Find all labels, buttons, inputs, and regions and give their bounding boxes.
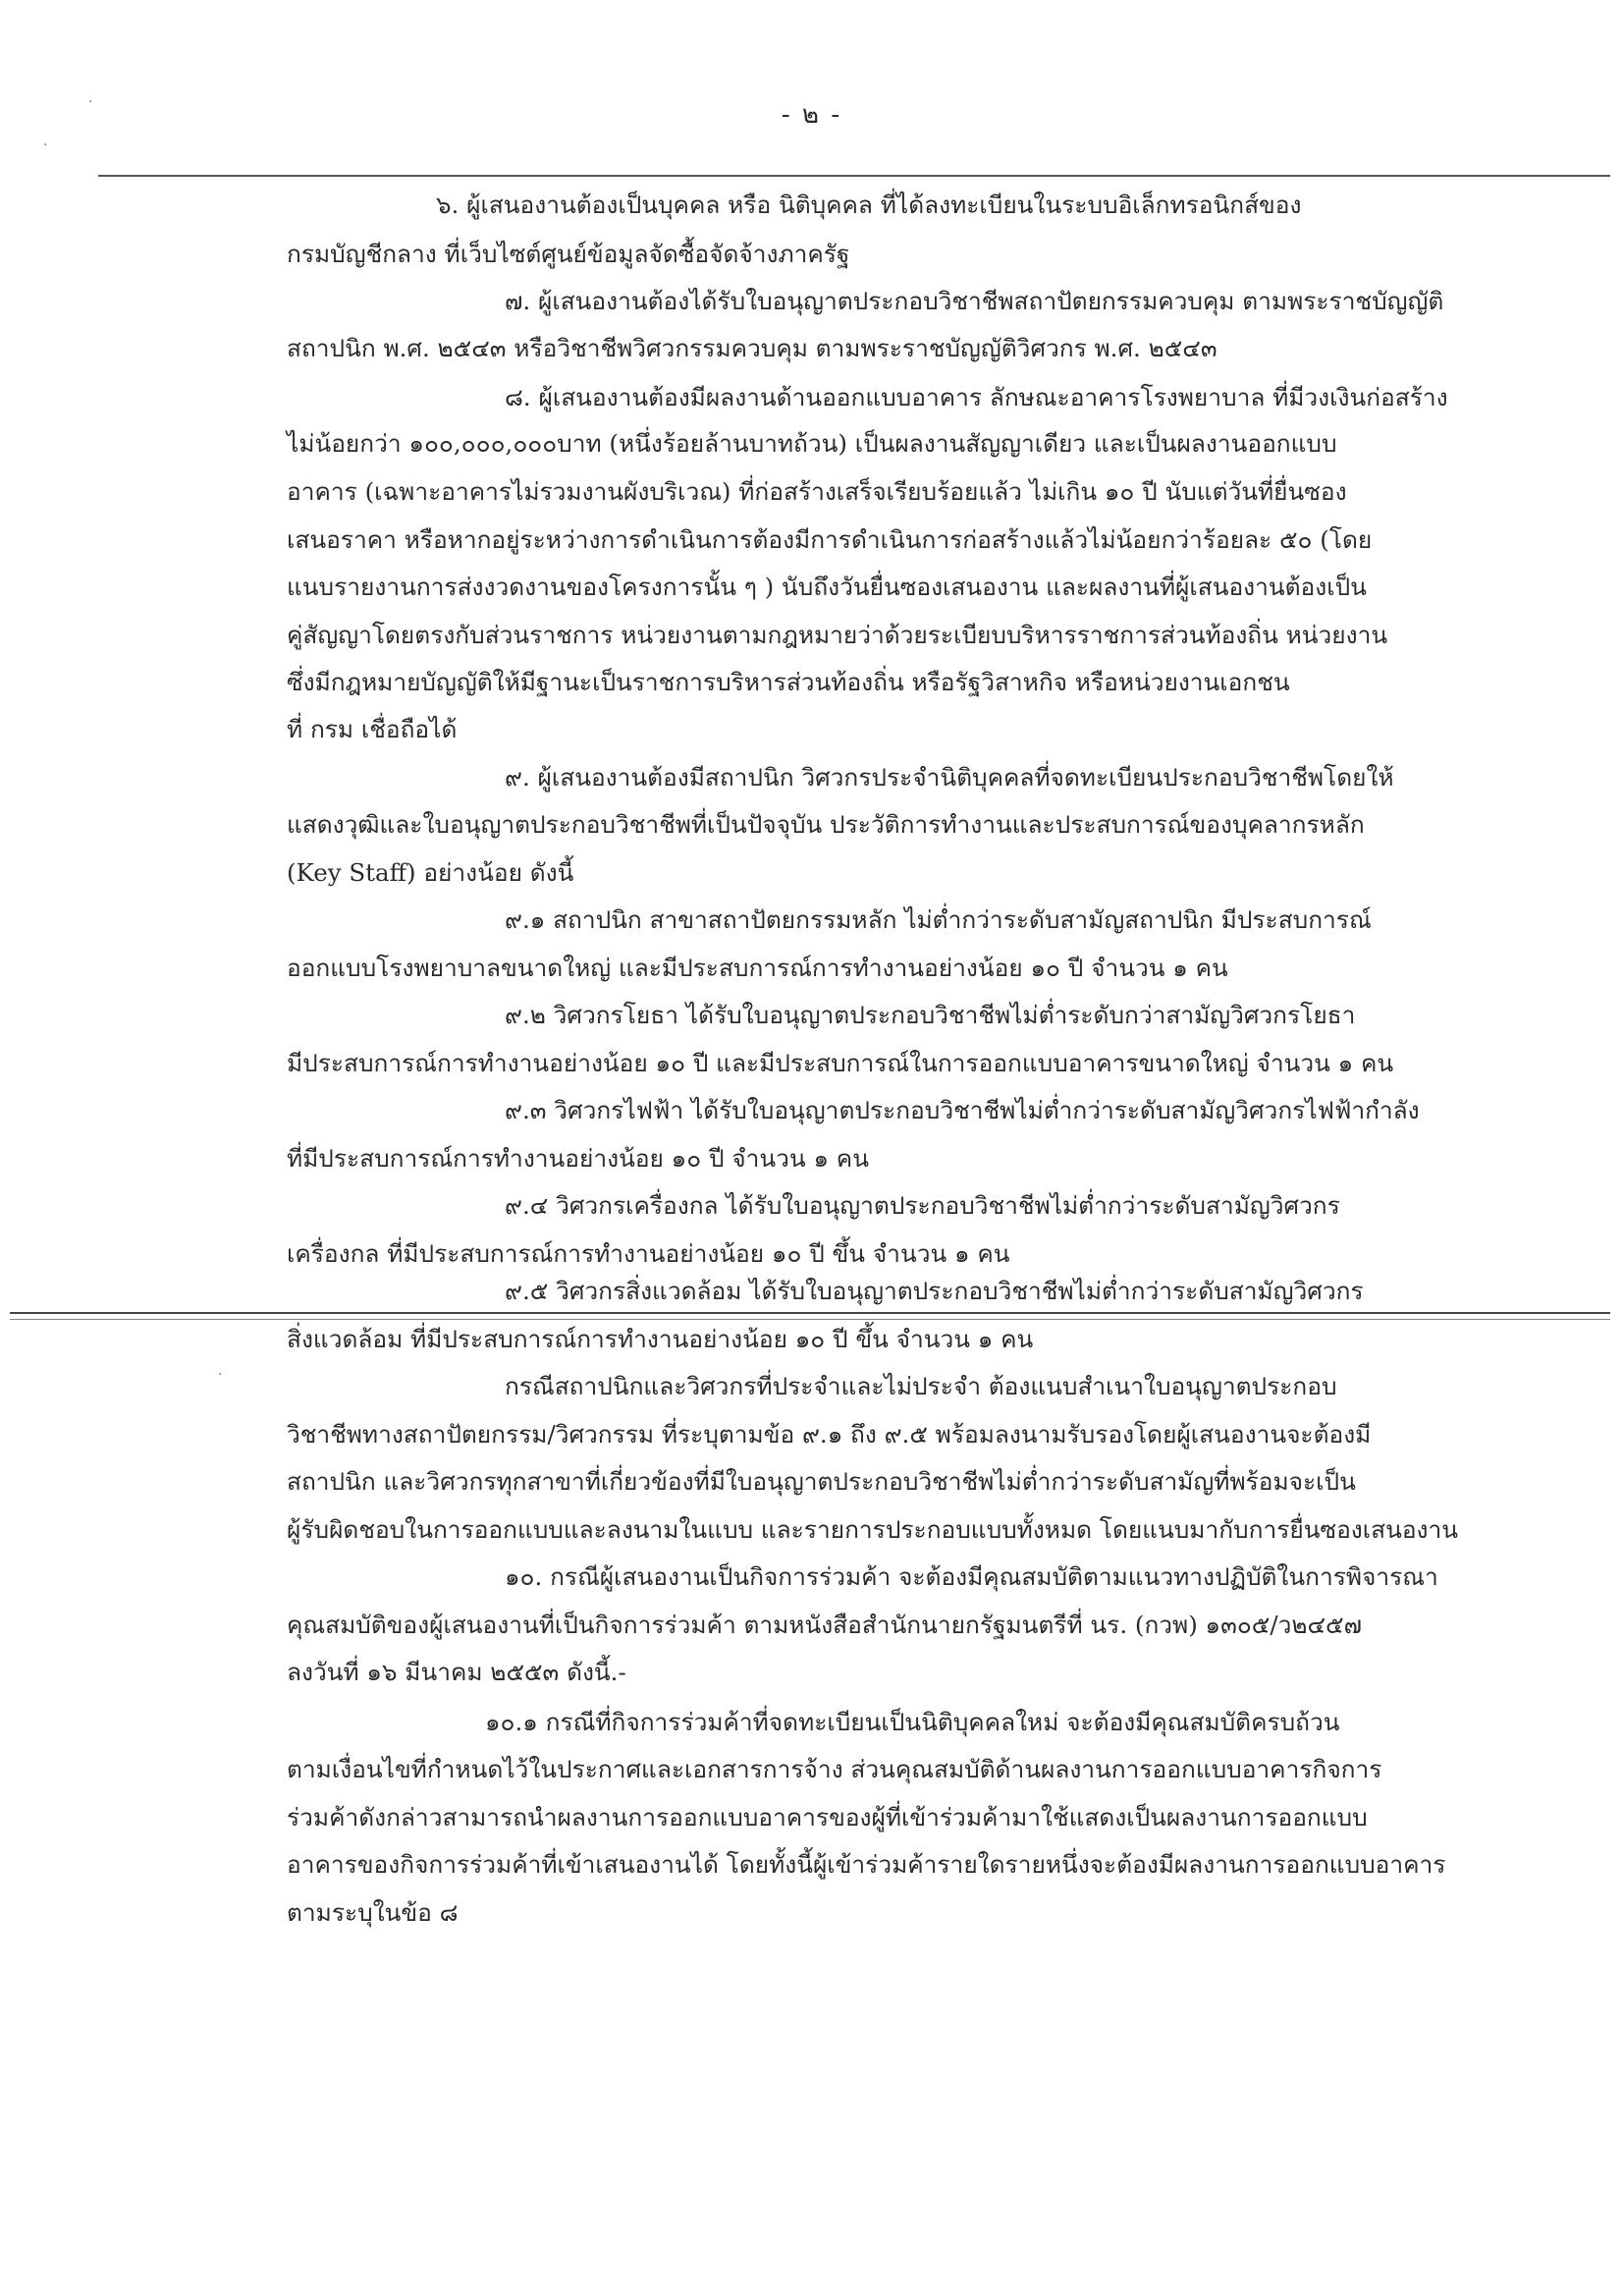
text-line: ผู้รับผิดชอบในการออกแบบและลงนามในแบบ และรายการประกอบแบบทั้งหมด โดยแนบมากับการยื่นซองเสนองาน xyxy=(287,1515,1459,1544)
text-line: ซึ่งมีกฎหมายบัญญัติให้มีฐานะเป็นราชการบริหารส่วนท้องถิ่น หรือรัฐวิสาหกิจ หรือหน่วยงานเอกชน xyxy=(287,668,1290,696)
text-line: ร่วมค้าดังกล่าวสามารถนำผลงานการออกแบบอาคารของผู้ที่เข้าร่วมค้ามาใช้แสดงเป็นผลงานการออกแบบ xyxy=(287,1803,1368,1831)
scan-speck: · xyxy=(43,137,48,153)
text-line: กรณีสถาปนิกและวิศวกรที่ประจำและไม่ประจำ ต้องแนบสำเนาใบอนุญาตประกอบ xyxy=(505,1372,1337,1400)
scan-speck: · xyxy=(88,94,93,110)
text-line: ลงวันที่ ๑๖ มีนาคม ๒๕๕๓ ดังนี้.- xyxy=(287,1658,626,1686)
text-line: สถาปนิก และวิศวกรทุกสาขาที่เกี่ยวข้องที่มีใบอนุญาตประกอบวิชาชีพไม่ต่ำกว่าระดับสามัญที่พร้อมจะเป็น xyxy=(287,1467,1356,1496)
text-line: ที่มีประสบการณ์การทำงานอย่างน้อย ๑๐ ปี จำนวน ๑ คน xyxy=(287,1144,869,1173)
text-line: ไม่น้อยกว่า ๑๐๐,๐๐๐,๐๐๐บาท (หนึ่งร้อยล้านบาทถ้วน) เป็นผลงานสัญญาเดียว และเป็นผลงานออกแบบ xyxy=(287,429,1337,458)
scan-fold-line-shadow xyxy=(10,1319,1610,1320)
page-number: - ๒ - xyxy=(781,100,842,130)
text-line: ๙.๕ วิศวกรสิ่งแวดล้อม ได้รับใบอนุญาตประกอบวิชาชีพไม่ต่ำกว่าระดับสามัญวิศวกร xyxy=(505,1277,1364,1305)
text-line: ที่ กรม เชื่อถือได้ xyxy=(287,715,458,743)
scan-fold-line xyxy=(10,1312,1610,1314)
scan-speck: · xyxy=(218,1367,223,1383)
text-line: ๖. ผู้เสนองานต้องเป็นบุคคล หรือ นิติบุคคล ที่ได้ลงทะเบียนในระบบอิเล็กทรอนิกส์ของ xyxy=(436,191,1302,219)
text-line: คุณสมบัติของผู้เสนองานที่เป็นกิจการร่วมค้า ตามหนังสือสำนักนายกรัฐมนตรีที่ นร. (กวพ) ๑๓๐๕/ว๒๔๕๗ xyxy=(287,1611,1362,1639)
text-line: แสดงวุฒิและใบอนุญาตประกอบวิชาชีพที่เป็นปัจจุบัน ประวัติการทำงานและประสบการณ์ของบุคลากรหลัก xyxy=(287,810,1365,839)
text-line: ๙.๒ วิศวกรโยธา ได้รับใบอนุญาตประกอบวิชาชีพไม่ต่ำระดับกว่าสามัญวิศวกรโยธา xyxy=(505,1001,1356,1029)
text-line: ๙.๔ วิศวกรเครื่องกล ได้รับใบอนุญาตประกอบวิชาชีพไม่ต่ำกว่าระดับสามัญวิศวกร xyxy=(505,1191,1340,1220)
text-line: ๗. ผู้เสนองานต้องได้รับใบอนุญาตประกอบวิชาชีพสถาปัตยกรรมควบคุม ตามพระราชบัญญัติ xyxy=(505,287,1444,315)
text-line: (Key Staff) อย่างน้อย ดังนี้ xyxy=(287,858,574,887)
text-line: อาคาร (เฉพาะอาคารไม่รวมงานผังบริเวณ) ที่ก่อสร้างเสร็จเรียบร้อยแล้ว ไม่เกิน ๑๐ ปี นับแต่วันที่ยื่นซอง xyxy=(287,477,1347,506)
text-line: สถาปนิก พ.ศ. ๒๕๔๓ หรือวิชาชีพวิศวกรรมควบคุม ตามพระราชบัญญัติวิศวกร พ.ศ. ๒๕๔๓ xyxy=(287,334,1217,362)
text-line: ๙.๑ สถาปนิก สาขาสถาปัตยกรรมหลัก ไม่ต่ำกว่าระดับสามัญสถาปนิก มีประสบการณ์ xyxy=(505,905,1372,934)
text-line: ออกแบบโรงพยาบาลขนาดใหญ่ และมีประสบการณ์การทำงานอย่างน้อย ๑๐ ปี จำนวน ๑ คน xyxy=(287,954,1228,982)
text-line: แนบรายงานการส่งงวดงานของโครงการนั้น ๆ ) นับถึงวันยื่นซองเสนองาน และผลงานที่ผู้เสนองานต้องเป็น xyxy=(287,573,1367,601)
text-line: ๘. ผู้เสนองานต้องมีผลงานด้านออกแบบอาคาร ลักษณะอาคารโรงพยาบาล ที่มีวงเงินก่อสร้าง xyxy=(505,383,1448,411)
text-line: ตามระบุในข้อ ๘ xyxy=(287,1898,459,1927)
text-line: ๙. ผู้เสนองานต้องมีสถาปนิก วิศวกรประจำนิติบุคคลที่จดทะเบียนประกอบวิชาชีพโดยให้ xyxy=(505,763,1394,792)
text-line: มีประสบการณ์การทำงานอย่างน้อย ๑๐ ปี และมีประสบการณ์ในการออกแบบอาคารขนาดใหญ่ จำนวน ๑ คน xyxy=(287,1049,1394,1077)
text-line: ๑๐. กรณีผู้เสนองานเป็นกิจการร่วมค้า จะต้องมีคุณสมบัติตามแนวทางปฏิบัติในการพิจารณา xyxy=(505,1562,1438,1591)
text-line: สิ่งแวดล้อม ที่มีประสบการณ์การทำงานอย่างน้อย ๑๐ ปี ขึ้น จำนวน ๑ คน xyxy=(287,1325,1034,1353)
text-line: เสนอราคา หรือหากอยู่ระหว่างการดำเนินการต้องมีการดำเนินการก่อสร้างแล้วไม่น้อยกว่าร้อยละ ๕๐ (โดย xyxy=(287,525,1373,554)
text-line: ๑๐.๑ กรณีที่กิจการร่วมค้าที่จดทะเบียนเป็นนิติบุคคลใหม่ จะต้องมีคุณสมบัติครบถ้วน xyxy=(485,1708,1340,1736)
text-line: เครื่องกล ที่มีประสบการณ์การทำงานอย่างน้อย ๑๐ ปี ขึ้น จำนวน ๑ คน xyxy=(287,1239,1010,1268)
text-line: กรมบัญชีกลาง ที่เว็บไซต์ศูนย์ข้อมูลจัดซื้อจัดจ้างภาครัฐ xyxy=(287,240,850,268)
text-line: ๙.๓ วิศวกรไฟฟ้า ได้รับใบอนุญาตประกอบวิชาชีพไม่ต่ำกว่าระดับสามัญวิศวกรไฟฟ้ากำลัง xyxy=(505,1096,1420,1124)
text-line: อาคารของกิจการร่วมค้าที่เข้าเสนองานได้ โดยทั้งนี้ผู้เข้าร่วมค้ารายใดรายหนึ่งจะต้องมีผลงานการออกแบบอาคาร xyxy=(287,1850,1446,1879)
text-line: วิชาชีพทางสถาปัตยกรรม/วิศวกรรม ที่ระบุตามข้อ ๙.๑ ถึง ๙.๕ พร้อมลงนามรับรองโดยผู้เสนองานจะต้องมี xyxy=(287,1420,1372,1449)
header-rule xyxy=(98,175,1610,177)
text-line: ตามเงื่อนไขที่กำหนดไว้ในประกาศและเอกสารการจ้าง ส่วนคุณสมบัติด้านผลงานการออกแบบอาคารกิจการ xyxy=(287,1755,1382,1783)
text-line: คู่สัญญาโดยตรงกับส่วนราชการ หน่วยงานตามกฎหมายว่าด้วยระเบียบบริหารราชการส่วนท้องถิ่น หน่วยงาน xyxy=(287,621,1388,649)
